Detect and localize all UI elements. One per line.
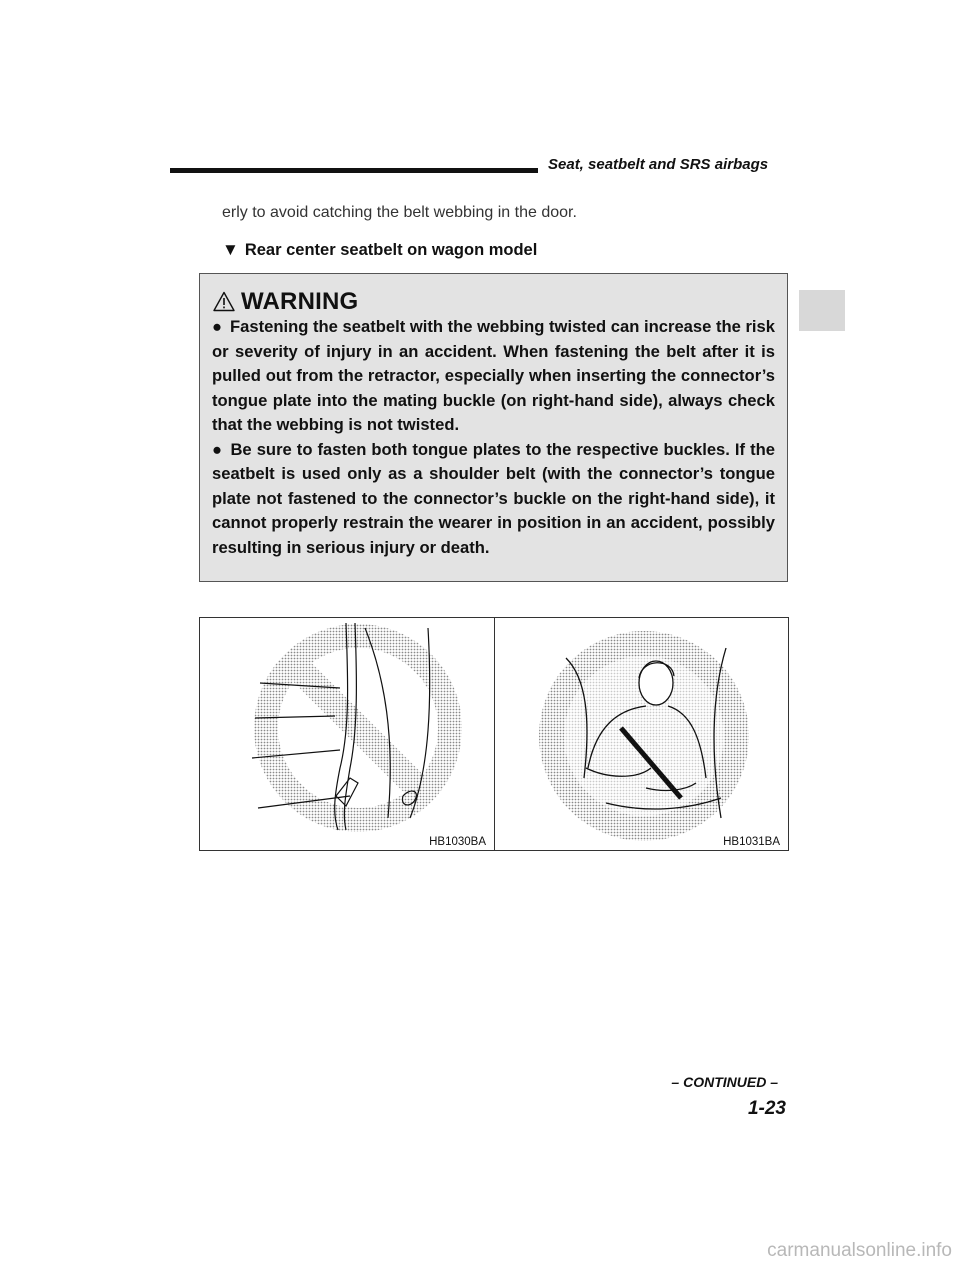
bullet-icon: ● — [212, 439, 223, 459]
warning-bullet-text: Be sure to fasten both tongue plates to the respective buckles. If the seatbelt is used only as a shoulder belt (with the connector’s tongue plate not fastened to the connector’s buckle on the right-hand side), it cannot properly restrain the wearer in position in an accident, possibly resulting in serious injury or death. — [212, 439, 775, 557]
shoulder-belt-illustration — [496, 618, 788, 850]
figure-code: HB1030BA — [429, 836, 486, 848]
warning-triangle-icon — [213, 291, 235, 312]
warning-bullet-item — [212, 315, 775, 438]
warning-header — [213, 284, 358, 316]
watermark-text: carmanualsonline.info — [767, 1240, 952, 1261]
warning-box — [199, 273, 788, 582]
triangle-marker-icon: ▼ — [222, 240, 239, 259]
section-title: Seat, seatbelt and SRS airbags — [548, 156, 769, 173]
subheading — [222, 240, 782, 260]
figure-panel — [199, 617, 789, 851]
page-number: 1-23 — [747, 1098, 786, 1119]
twisted-belt-illustration — [200, 618, 494, 850]
warning-title: WARNING — [241, 288, 359, 315]
intro-text: erly to avoid catching the belt webbing in the door. — [222, 204, 577, 221]
header-rule — [170, 168, 538, 173]
warning-body — [212, 315, 775, 560]
bullet-icon: ● — [212, 317, 223, 336]
warning-bullet-text: Fastening the seatbelt with the webbing twisted can increase the risk or severity of injury in an accident. When fastening the belt after it is pulled out from the retractor, especially when inserting the connector’s tongue plate into the mating buckle (on right-hand side), always check that the webbing is not twisted. — [212, 317, 775, 434]
figure-code: HB1031BA — [723, 836, 780, 848]
chapter-tab-marker — [799, 290, 845, 331]
warning-bullet-item — [212, 438, 775, 561]
continued-label: – CONTINUED – — [671, 1074, 778, 1090]
figure-shoulder-belt-only — [496, 618, 788, 850]
subheading-text: Rear center seatbelt on wagon model — [244, 241, 538, 259]
figure-twisted-belt — [200, 618, 494, 850]
